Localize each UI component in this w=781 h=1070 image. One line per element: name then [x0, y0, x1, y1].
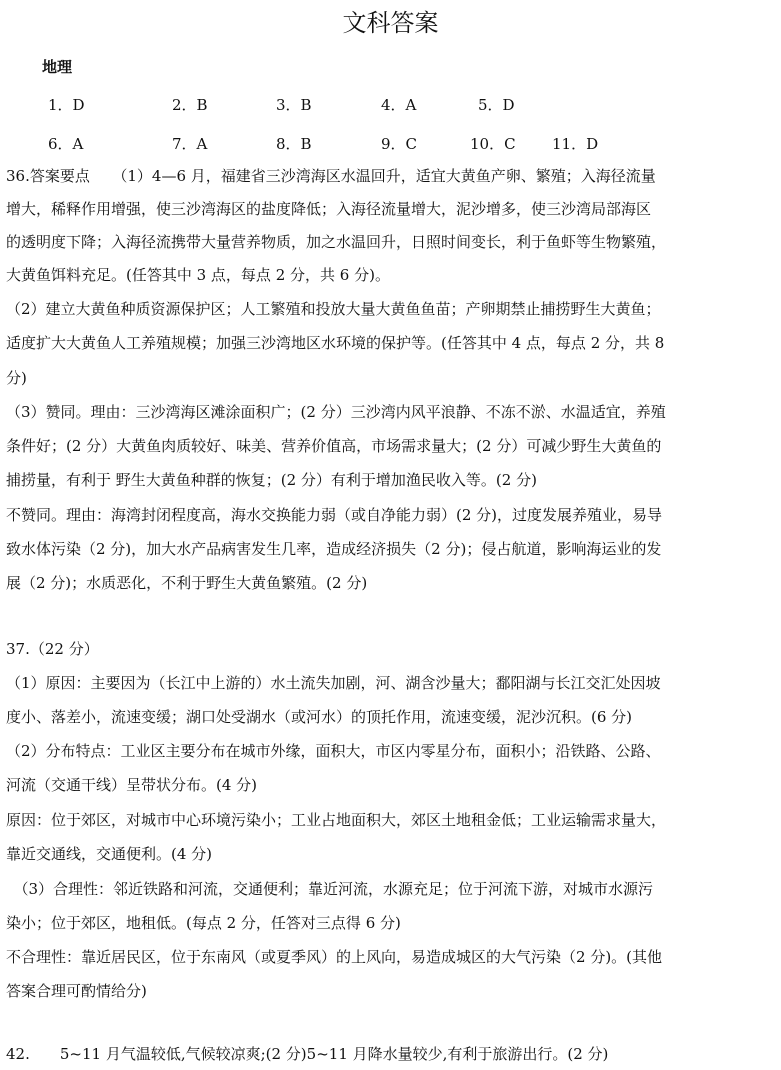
answer-line: 河流（交通干线）呈带状分布。(4 分): [6, 776, 258, 794]
answer-line: 增大，稀释作用增强，使三沙湾海区的盐度降低；入海径流量增大，泥沙增多，使三沙湾局部海区: [6, 200, 652, 218]
answer-line: （3）合理性：邻近铁路和河流，交通便利；靠近河流，水源充足；位于河流下游，对城市水源污: [6, 880, 654, 898]
choice-answer: 11．D: [552, 135, 599, 153]
answer-line: 捕捞量，有利于 野生大黄鱼种群的恢复；(2 分）有利于增加渔民收入等。(2 分): [6, 471, 537, 489]
answer-line: （3）赞同。理由：三沙湾海区滩涂面积广；(2 分）三沙湾内风平浪静、不冻不淤、水温适宜，养殖: [6, 403, 666, 421]
answer-line: 染小；位于郊区，地租低。(每点 2 分，任答对三点得 6 分): [6, 914, 401, 932]
answer-line: （1）原因：主要因为（长江中上游的）水土流失加剧，河、湖含沙量大；鄱阳湖与长江交汇处因坡: [6, 674, 661, 692]
answer-line: 度小、落差小，流速变缓；湖口处受湖水（或河水）的顶托作用，流速变缓，泥沙沉积。(6 分): [6, 708, 633, 726]
choice-answer: 7．A: [172, 135, 208, 153]
answer-line: 的透明度下降；入海径流携带大量营养物质，加之水温回升，日照时间变长，利于鱼虾等生物繁殖，: [6, 233, 667, 251]
answer-line: 答案合理可酌情给分): [6, 982, 147, 1000]
page-title: 文科答案: [342, 9, 439, 37]
choice-answer: 9．C: [381, 135, 418, 153]
answer-line: 靠近交通线，交通便利。(4 分): [6, 845, 213, 863]
question-heading: 37.（22 分）: [6, 640, 99, 658]
answer-line: （2）分布特点：工业区主要分布在城市外缘，面积大，市区内零星分布，面积小；沿铁路、公路、: [6, 742, 661, 760]
answer-line: 不赞同。理由：海湾封闭程度高，海水交换能力弱（或自净能力弱）(2 分)，过度发展养殖业，易导: [6, 506, 663, 524]
choice-answer: 6．A: [48, 135, 84, 153]
answer-line: 不合理性：靠近居民区，位于东南风（或夏季风）的上风向，易造成城区的大气污染（2 分)。(其他: [6, 948, 663, 966]
choice-answer: 8．B: [276, 135, 312, 153]
answer-line: 致水体污染（2 分)，加大水产品病害发生几率，造成经济损失（2 分)；侵占航道，影响海运业的发: [6, 540, 662, 558]
answer-line: 分): [6, 369, 27, 387]
subject-heading: 地理: [42, 58, 73, 76]
choice-answer: 2．B: [172, 96, 208, 114]
answer-line: 条件好；(2 分）大黄鱼肉质较好、味美、营养价值高，市场需求量大；(2 分）可减少野生大黄鱼的: [6, 437, 662, 455]
answer-line: （2）建立大黄鱼种质资源保护区；人工繁殖和投放大量大黄鱼鱼苗；产卵期禁止捕捞野生大黄鱼；: [6, 300, 661, 318]
answer-line: 42. 5~11 月气温较低,气候较凉爽;(2 分)5~11 月降水量较少,有利于旅游出行。(2 分): [6, 1045, 609, 1063]
choice-answer: 10．C: [470, 135, 516, 153]
choice-answer: 3．B: [276, 96, 312, 114]
answer-line: 原因：位于郊区，对城市中心环境污染小；工业占地面积大，郊区土地租金低；工业运输需求量大，: [6, 811, 667, 829]
choice-answer: 4．A: [381, 96, 417, 114]
answer-line: 展（2 分)；水质恶化，不利于野生大黄鱼繁殖。(2 分): [6, 574, 368, 592]
choice-answer: 5．D: [478, 96, 515, 114]
answer-line: 适度扩大大黄鱼人工养殖规模；加强三沙湾地区水环境的保护等。(任答其中 4 点，每点 2 分，共 8: [6, 334, 665, 352]
answer-line: 大黄鱼饵料充足。(任答其中 3 点，每点 2 分，共 6 分)。: [6, 266, 390, 284]
answer-line: 36.答案要点 （1）4—6 月，福建省三沙湾海区水温回升，适宜大黄鱼产卵、繁殖；入海径流量: [6, 167, 656, 185]
choice-answer: 1．D: [48, 96, 85, 114]
